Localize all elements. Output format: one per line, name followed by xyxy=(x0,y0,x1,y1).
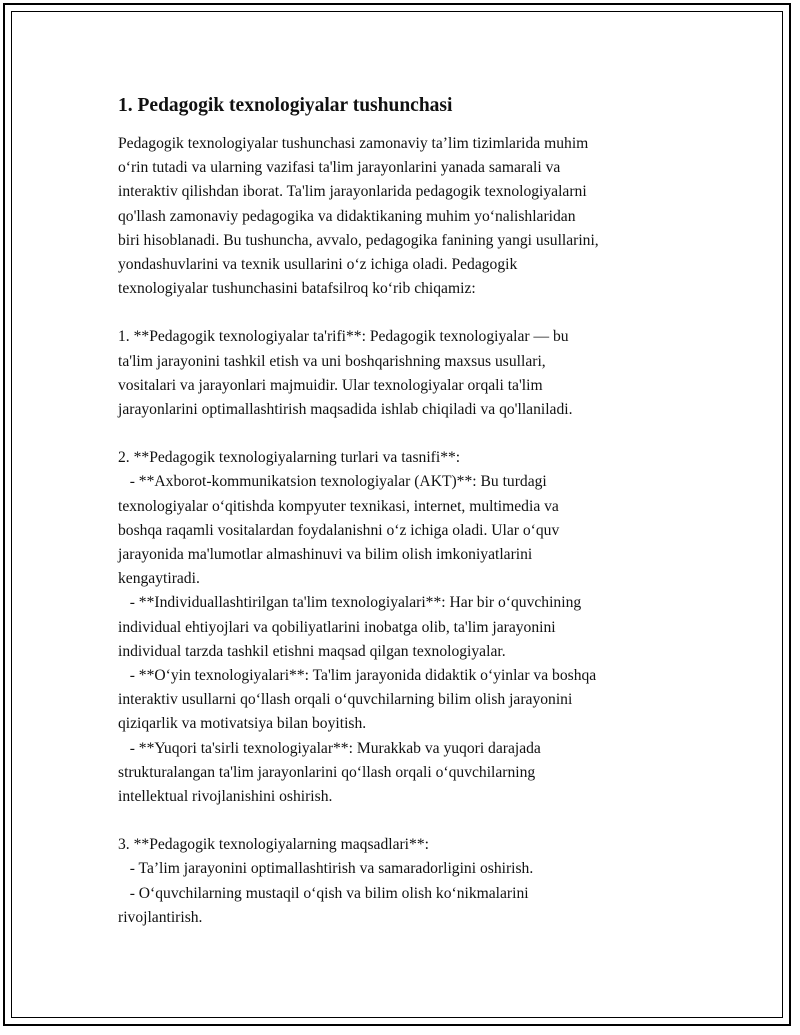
goals-paragraph xyxy=(118,833,690,930)
text-line: yondashuvlarini va texnik usullarini o‘z ichiga oladi. Pedagogik xyxy=(118,256,518,274)
text-line: ta'lim jarayonini tashkil etish va uni boshqarishning maxsus usullari, xyxy=(118,352,546,370)
text-line: qo'llash zamonaviy pedagogika va didaktikaning muhim yo‘nalishlaridan xyxy=(118,207,576,225)
text-line: texnologiyalar o‘qitishda kompyuter texnikasi, internet, multimedia va xyxy=(118,497,559,515)
text-line: kengaytiradi. xyxy=(118,570,200,588)
text-line: 2. **Pedagogik texnologiyalarning turlari va tasnifi**: xyxy=(118,449,461,467)
text-line: - **Axborot-kommunikatsion texnologiyalar (AKT)**: Bu turdagi xyxy=(118,473,547,491)
text-line: - **Yuqori ta'sirli texnologiyalar**: Murakkab va yuqori darajada xyxy=(118,739,541,757)
text-line: jarayonida ma'lumotlar almashinuvi va bilim olish imkoniyatlarini xyxy=(118,546,533,564)
text-line: - O‘quvchilarning mustaqil o‘qish va bilim olish ko‘nikmalarini xyxy=(118,884,529,902)
text-line: Pedagogik texnologiyalar tushunchasi zamonaviy ta’lim tizimlarida muhim xyxy=(118,135,589,152)
text-line: intellektual rivojlanishini oshirish. xyxy=(118,788,333,806)
text-line: individual ehtiyojlari va qobiliyatlarini inobatga olib, ta'lim jarayonini xyxy=(118,618,556,636)
text-line: - **Individuallashtirilgan ta'lim texnologiyalari**: Har bir o‘quvchining xyxy=(118,594,582,612)
text-line: interaktiv qilishdan iborat. Ta'lim jarayonlarida pedagogik texnologiyalarni xyxy=(118,183,587,201)
text-line: - Ta’lim jarayonini optimallashtirish va samaradorligini oshirish. xyxy=(118,860,534,878)
text-line: 3. **Pedagogik texnologiyalarning maqsadlari**: xyxy=(118,836,429,854)
text-line: - **O‘yin texnologiyalari**: Ta'lim jarayonida didaktik o‘yinlar va boshqa xyxy=(118,667,597,685)
text-line: boshqa raqamli vositalardan foydalanishni o‘z ichiga oladi. Ular o‘quv xyxy=(118,521,560,539)
document-body xyxy=(118,93,690,954)
text-line: interaktiv usullarni qo‘llash orqali o‘quvchilarning bilim olish jarayonini xyxy=(118,691,573,709)
types-paragraph xyxy=(118,446,690,809)
text-line: vositalari va jarayonlari majmuidir. Ular texnologiyalar orqali ta'lim xyxy=(118,376,543,394)
text-line: o‘rin tutadi va ularning vazifasi ta'lim jarayonlarini yanada samarali va xyxy=(118,159,561,177)
text-line: strukturalangan ta'lim jarayonlarini qo‘llash orqali o‘quvchilarning xyxy=(118,763,536,781)
text-line: individual tarzda tashkil etishni maqsad qilgan texnologiyalar. xyxy=(118,642,506,660)
text-line: 1. **Pedagogik texnologiyalar ta'rifi**: Pedagogik texnologiyalar — bu xyxy=(118,328,569,346)
section-heading: 1. Pedagogik texnologiyalar tushunchasi xyxy=(118,95,453,116)
intro-paragraph xyxy=(118,132,690,301)
text-line: texnologiyalar tushunchasini batafsilroq ko‘rib chiqamiz: xyxy=(118,280,476,298)
text-line: qiziqarlik va motivatsiya bilan boyitish. xyxy=(118,715,367,733)
text-line: biri hisoblanadi. Bu tushuncha, avvalo, pedagogika fanining yangi usullarini, xyxy=(118,231,599,249)
text-line: rivojlantirish. xyxy=(118,908,203,926)
text-line: jarayonlarini optimallashtirish maqsadida ishlab chiqiladi va qo'llaniladi. xyxy=(118,401,573,419)
definition-paragraph xyxy=(118,325,690,422)
